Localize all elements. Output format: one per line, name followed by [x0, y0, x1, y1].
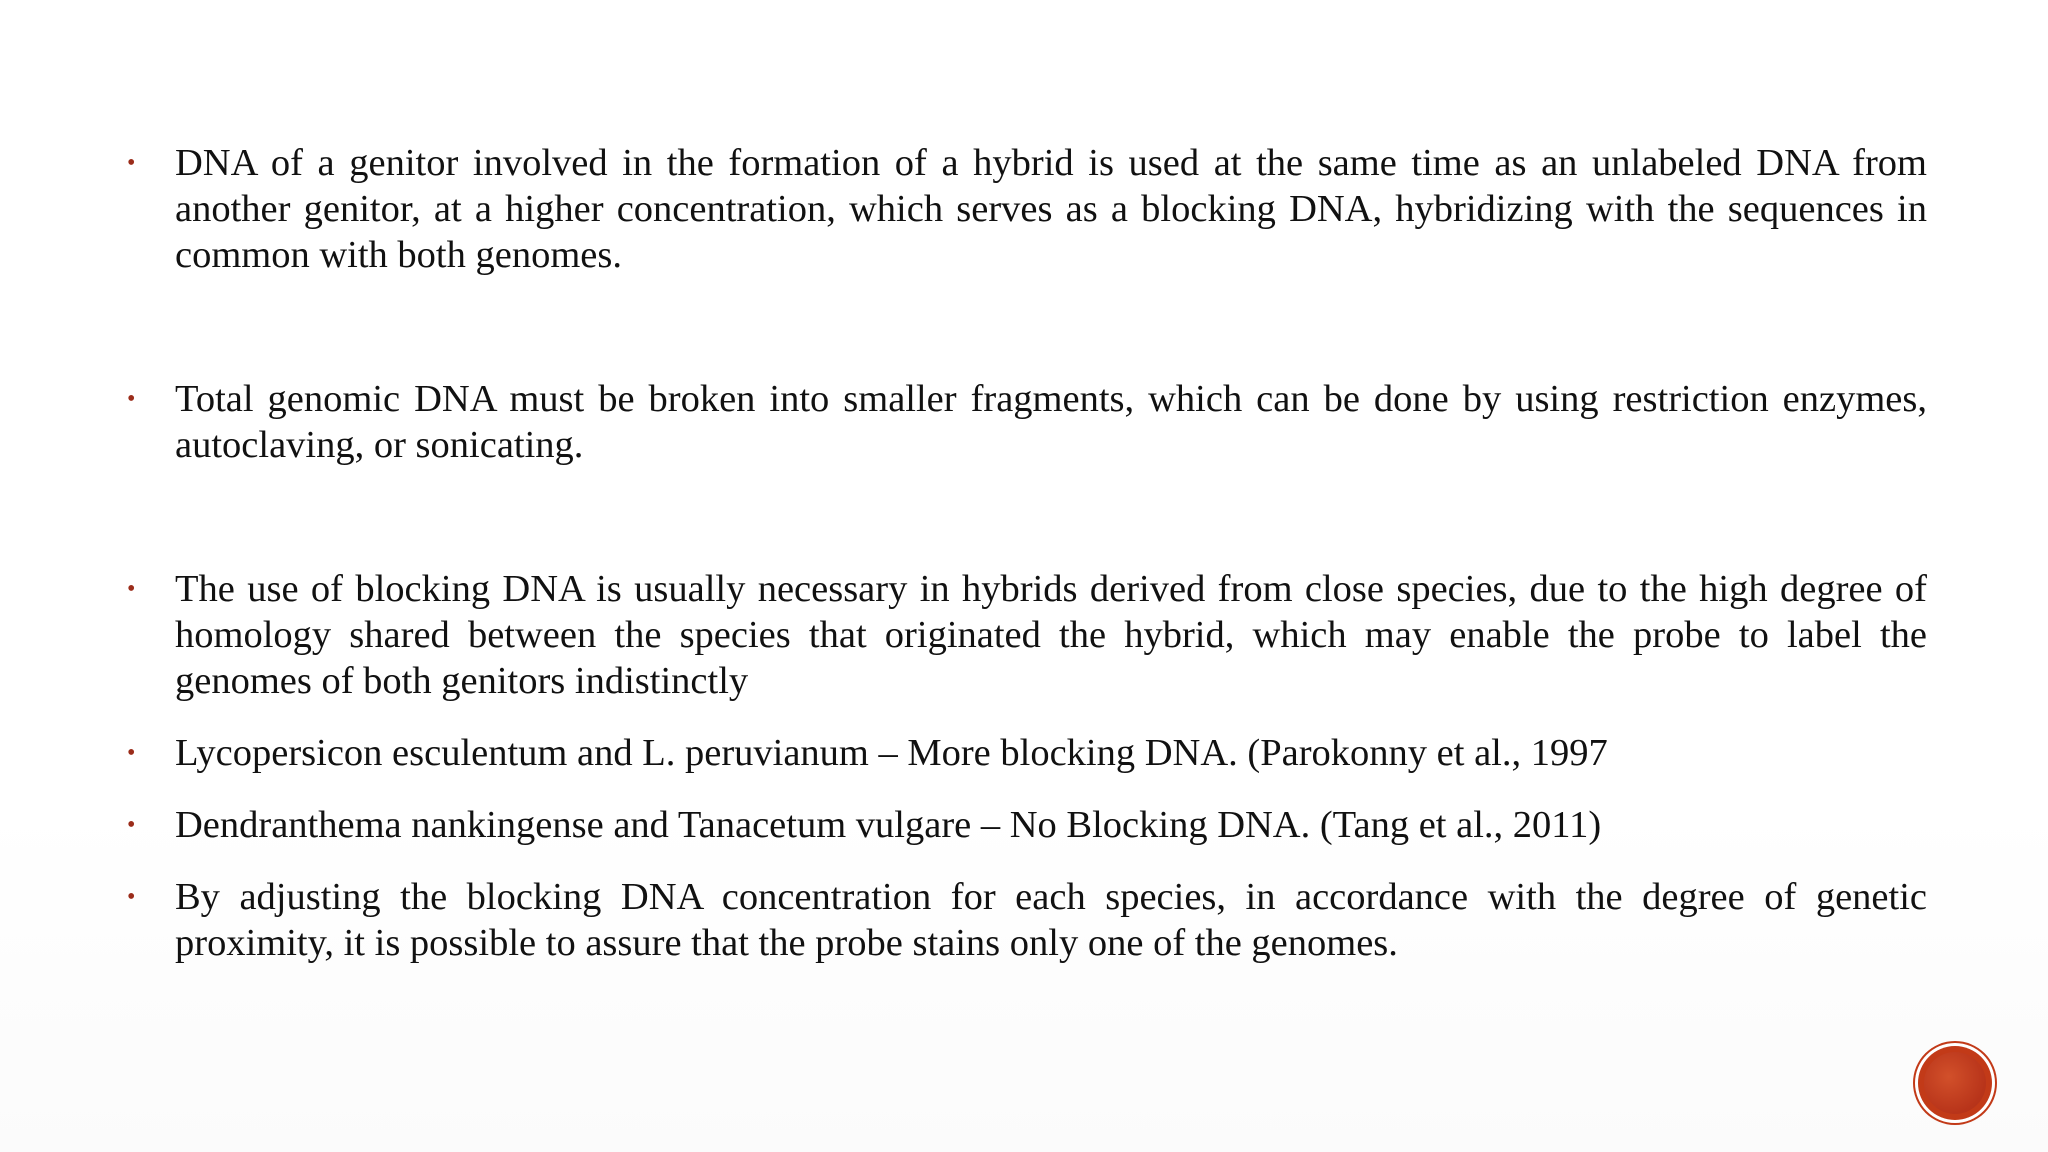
bullet-dot-icon: •	[127, 740, 136, 766]
bullet-item-6	[127, 874, 1927, 966]
bullet-text-5: Dendranthema nankingense and Tanacetum vulgare – No Blocking DNA. (Tang et al., 2011)	[175, 804, 1602, 846]
nav-circle-icon	[1924, 1052, 1986, 1114]
bullet-text-2: Total genomic DNA must be broken into smaller fragments, which can be done by using restriction enzymes, autoclaving, or sonicating.	[175, 378, 1927, 466]
bullet-text-6: By adjusting the blocking DNA concentration for each species, in accordance with the degree of genetic proximity, it is possible to assure that the probe stains only one of the genomes.	[175, 876, 1927, 964]
bullet-dot-icon: •	[127, 386, 136, 412]
bullet-dot-icon: •	[127, 812, 136, 838]
bullet-item-1	[127, 140, 1927, 278]
bullet-dot-icon: •	[127, 884, 136, 910]
bullet-item-2	[127, 376, 1927, 468]
bullet-dot-icon: •	[127, 576, 136, 602]
slide-nav-button[interactable]	[1918, 1046, 1992, 1120]
bullet-item-3	[127, 566, 1927, 704]
bullet-item-4	[127, 730, 1927, 776]
bullet-text-4: Lycopersicon esculentum and L. peruvianum – More blocking DNA. (Parokonny et al., 1997	[175, 732, 1608, 774]
bullet-item-5	[127, 802, 1927, 848]
bullet-text-3: The use of blocking DNA is usually necessary in hybrids derived from close species, due to the high degree of homology shared between the species that originated the hybrid, which may enable the probe to label the genomes of both genitors indistinctly	[175, 568, 1927, 702]
bullet-text-1: DNA of a genitor involved in the formation of a hybrid is used at the same time as an unlabeled DNA from another genitor, at a higher concentration, which serves as a blocking DNA, hybridizing with the sequences in common with both genomes.	[175, 142, 1927, 276]
bullet-dot-icon: •	[127, 150, 136, 176]
